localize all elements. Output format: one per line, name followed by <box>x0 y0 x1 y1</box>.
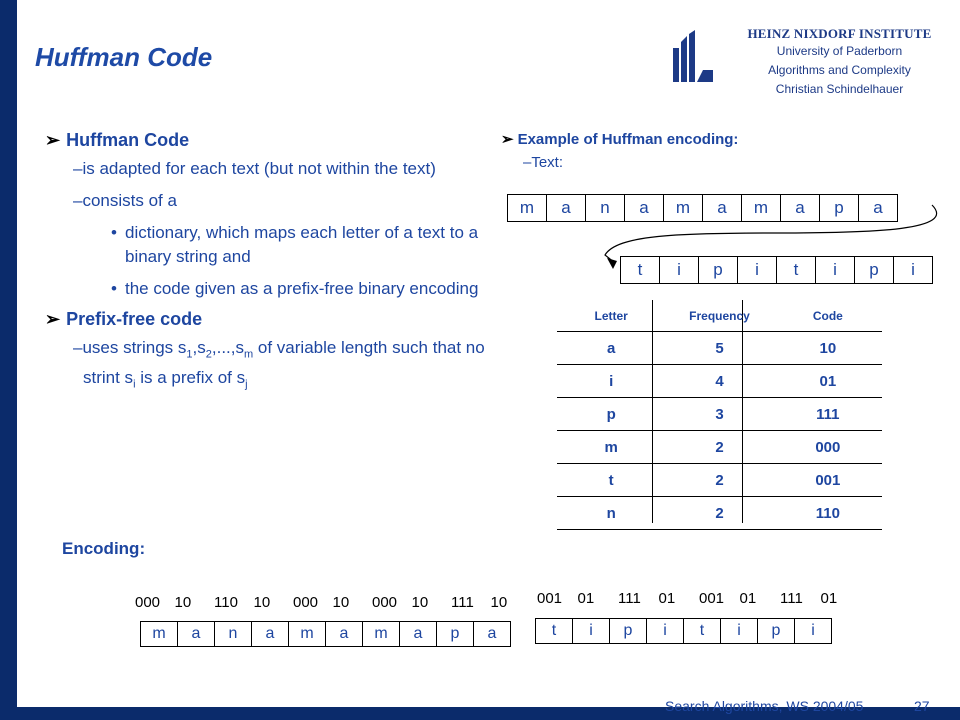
institute-line1: University of Paderborn <box>776 44 903 58</box>
code-label: 000 <box>372 594 398 611</box>
table-cell: 110 <box>774 497 882 530</box>
arrow-bullet-icon: ➢ <box>45 309 61 329</box>
institute-line2: Algorithms and Complexity <box>768 63 911 77</box>
institute-line3: Christian Schindelhauer <box>775 82 904 96</box>
table-header: Code <box>774 300 882 332</box>
table-row <box>557 431 882 464</box>
code-label: 111 <box>618 590 641 607</box>
letter-cell: p <box>436 621 474 647</box>
letter-cell: a <box>473 621 511 647</box>
letter-cell: m <box>288 621 326 647</box>
page-number: 27 <box>914 698 930 714</box>
letter-cell: a <box>546 194 586 222</box>
bullet-consists: –consists of a <box>73 191 177 210</box>
table-cell: m <box>557 431 665 464</box>
code-label: 001 <box>699 590 725 607</box>
letter-cell: a <box>177 621 215 647</box>
slide <box>17 0 960 707</box>
bullet-uses-strings: –uses strings $s_1,s_2,...,s_m$ of variable length such that no strint $s_i$ is a prefix of $s_j$ <box>73 338 485 391</box>
table-cell: p <box>557 398 665 431</box>
table-cell: 000 <box>774 431 882 464</box>
encoding-label: Encoding: <box>62 539 146 558</box>
table-cell: 3 <box>665 398 773 431</box>
letter-cell: i <box>646 618 684 644</box>
table-header: Frequency <box>665 300 773 332</box>
table-cell: 111 <box>774 398 882 431</box>
code-label: 01 <box>820 590 838 607</box>
code-label: 01 <box>577 590 595 607</box>
table-row <box>557 365 882 398</box>
letter-cell: a <box>624 194 664 222</box>
code-label: 000 <box>293 594 319 611</box>
code-label: 110 <box>214 594 238 611</box>
bullet-prefix-free: ➢ Prefix-free code <box>45 309 203 329</box>
table-row <box>557 497 882 530</box>
table-cell: 4 <box>665 365 773 398</box>
letter-cell: p <box>757 618 795 644</box>
letter-cell: n <box>585 194 625 222</box>
letter-cell: m <box>741 194 781 222</box>
letter-cell: i <box>572 618 610 644</box>
slide-title: Huffman Code <box>35 42 213 72</box>
table-cell: 2 <box>665 464 773 497</box>
example-heading: ➢ Example of Huffman encoding: <box>501 131 739 148</box>
bullet-adapted: –is adapted for each text (but not within the text) <box>73 159 436 178</box>
table-cell: n <box>557 497 665 530</box>
letter-cell: a <box>325 621 363 647</box>
letter-cell: i <box>815 256 855 284</box>
letter-cell: t <box>535 618 573 644</box>
letter-cell: i <box>794 618 832 644</box>
table-cell: 001 <box>774 464 882 497</box>
letter-cell: p <box>819 194 859 222</box>
letter-cell: a <box>399 621 437 647</box>
university-logo-icon <box>669 30 714 82</box>
code-label: 10 <box>174 594 192 611</box>
code-label: 10 <box>411 594 429 611</box>
bullet-dictionary: • dictionary, which maps each letter of a text to a binary string and <box>111 223 479 266</box>
table-cell: i <box>557 365 665 398</box>
table-row <box>557 464 882 497</box>
frequency-table <box>557 300 882 530</box>
letter-cell: p <box>854 256 894 284</box>
code-label: 001 <box>537 590 563 607</box>
letter-cell: t <box>776 256 816 284</box>
code-label: 10 <box>332 594 350 611</box>
example-block <box>501 130 738 171</box>
table-cell: 2 <box>665 431 773 464</box>
letter-cell: t <box>683 618 721 644</box>
institute-block <box>717 26 960 99</box>
arrow-bullet-icon: ➢ <box>501 131 514 148</box>
institute-name: HEINZ NIXDORF INSTITUTE <box>747 26 932 41</box>
letter-cell: m <box>362 621 400 647</box>
letter-cell: a <box>251 621 289 647</box>
letter-cell: m <box>140 621 178 647</box>
bullet-list <box>45 130 485 405</box>
example-text-label: –Text: <box>523 154 564 171</box>
letter-cell: m <box>507 194 547 222</box>
code-label: 01 <box>658 590 676 607</box>
footer-text: Search Algorithms, WS 2004/05 <box>665 698 864 714</box>
letter-cell: m <box>663 194 703 222</box>
table-cell: 10 <box>774 332 882 365</box>
letter-cell: i <box>737 256 777 284</box>
letter-cell: a <box>702 194 742 222</box>
wrap-arrow <box>577 175 947 275</box>
code-label: 000 <box>135 594 161 611</box>
letter-cell: n <box>214 621 252 647</box>
table-header-row <box>557 300 882 332</box>
arrow-bullet-icon: ➢ <box>45 130 61 150</box>
letter-cell: t <box>620 256 660 284</box>
letter-cell: i <box>893 256 933 284</box>
letter-cell: i <box>659 256 699 284</box>
encoding-letters-row-2 <box>535 618 831 644</box>
table-cell: 01 <box>774 365 882 398</box>
bullet-code: • the code given as a prefix-free binary encoding <box>111 279 479 298</box>
letter-cell: i <box>720 618 758 644</box>
letter-cell: p <box>609 618 647 644</box>
table-header: Letter <box>557 300 665 332</box>
letter-cell: a <box>858 194 898 222</box>
letter-cell: p <box>698 256 738 284</box>
code-label: 111 <box>451 594 474 611</box>
bullet-huffman: ➢ Huffman Code <box>45 130 190 150</box>
code-label: 01 <box>739 590 757 607</box>
table-row <box>557 398 882 431</box>
table-cell: 2 <box>665 497 773 530</box>
code-label: 10 <box>253 594 271 611</box>
letter-cell: a <box>780 194 820 222</box>
code-label: 10 <box>490 594 508 611</box>
table-row <box>557 332 882 365</box>
table-cell: a <box>557 332 665 365</box>
table-cell: 5 <box>665 332 773 365</box>
table-cell: t <box>557 464 665 497</box>
code-label: 111 <box>780 590 803 607</box>
encoding-letters-row-1 <box>140 621 510 647</box>
